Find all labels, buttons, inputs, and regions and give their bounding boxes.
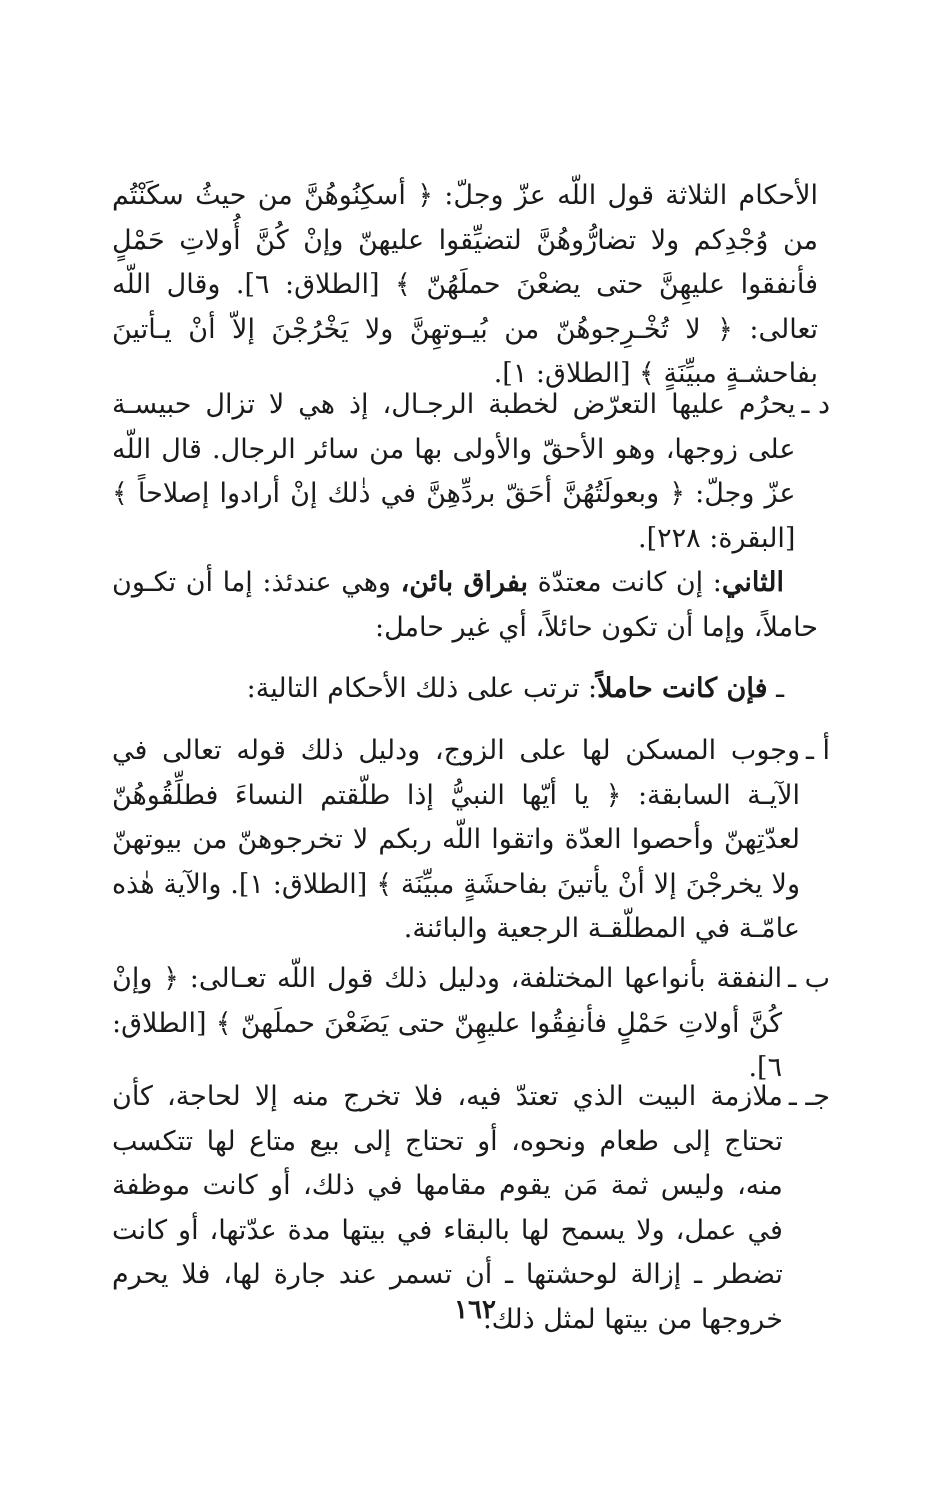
second-case-heading: الثاني xyxy=(721,567,784,598)
second-case-text-1: : إن كانت معتدّة xyxy=(528,567,722,598)
intro-text: الأحكام الثلاثة قول اللّه عزّ وجلّ: ﴿ أسكِنُوهُنَّ من حيثُ سكَنْتُم من وُجْدِكم ولا تضارُّوهُنَّ لتضيِّقوا عليهنّ وإنْ كُنَّ أُولاتِ حَمْلٍ فأنفقوا عليهِنَّ حتى يضعْنَ حملَهُنّ ﴾ [الطلاق: ٦]. وقال اللّه تعالى: ﴿ لا تُخْـرِجوهُنّ من بُيـوتهِنَّ ولا يَخْرُجْنَ إلاّ أنْ يـأتينَ بفاحشـةٍ مبيِّنَةٍ ﴾ [الطلاق: ١]. xyxy=(112,180,818,389)
second-case-emphasis: بفراق بائن، xyxy=(400,567,529,598)
list-marker-c: جـ ـ xyxy=(788,1081,830,1112)
if-pregnant-text: : ترتب على ذلك الأحكام التالية: xyxy=(246,673,598,704)
list-item-d-text: يحرُم عليها التعرّض لخطبة الرجـال، إذ هي لا تزال حبيسـة على زوجها، وهو الأحقّ والأولى بها من سائر الرجال. قال اللّه عزّ وجلّ: ﴿ وبعولَتُهُنَّ أحَقّ بردِّهِنَّ في ذٰلك إنْ أرادوا إصلاحاً ﴾ [البقرة: ٢٢٨]. xyxy=(112,389,796,554)
list-marker-d: د ـ xyxy=(801,389,830,420)
page-number: ١٦٢ xyxy=(454,1295,496,1325)
list-item-b-text: النفقة بأنواعها المختلفة، ودليل ذلك قول اللّه تعـالى: ﴿ وإنْ كُنَّ أولاتِ حَمْلٍ فأنفِقُوا عليهِنّ حتى يَضَعْنَ حملَهنّ ﴾ [الطلاق: ٦]. xyxy=(112,963,783,1083)
list-item-a xyxy=(112,729,830,952)
list-item-d xyxy=(112,383,830,561)
second-case-paragraph xyxy=(112,561,818,650)
list-item-b xyxy=(112,957,830,1091)
if-pregnant-paragraph xyxy=(112,667,818,712)
second-case-text-2: وهي عندئذ: إما أن تكـون حاملاً، وإما أن تكون حائلاً، أي غير حامل: xyxy=(112,567,818,643)
intro-paragraph xyxy=(112,174,818,397)
list-marker-b: ب ـ xyxy=(788,963,830,994)
list-marker-a: أ ـ xyxy=(806,735,830,766)
list-item-a-text: وجوب المسكن لها على الزوج، ودليل ذلك قوله تعالى في الآيـة السابقة: ﴿ يا أيّها النبيُّ إذا طلّقتم النساءَ فطلِّقُوهُنّ لعدّتِهنّ وأحصوا العدّة واتقوا اللّه ربكم لا تخرجوهنّ من بيوتهنّ ولا يخرجْنَ إلا أنْ يأتينَ بفاحشَةٍ مبيِّنَة ﴾ [الطلاق: ١]. والآية هٰذه عامّـة في المطلّقـة الرجعية والبائنة. xyxy=(112,735,800,944)
list-item-c-text: ملازمة البيت الذي تعتدّ فيه، فلا تخرج منه إلا لحاجة، كأن تحتاج إلى طعام ونحوه، أو تحتاج إلى بيع متاع لها تتكسب منه، وليس ثمة مَن يقوم مقامها في ذلك، أو كانت موظفة في عمل، ولا يسمح لها بالبقاء في بيتها مدة عدّتها، أو كانت تضطر ـ إزالة لوحشتها ـ أن تسمر عند جارة لها، فلا يحرم خروجها من بيتها لمثل ذلك. xyxy=(112,1081,783,1335)
if-pregnant-heading: فإن كانت حاملاً xyxy=(597,673,768,704)
if-pregnant-dash: ـ xyxy=(767,673,784,704)
